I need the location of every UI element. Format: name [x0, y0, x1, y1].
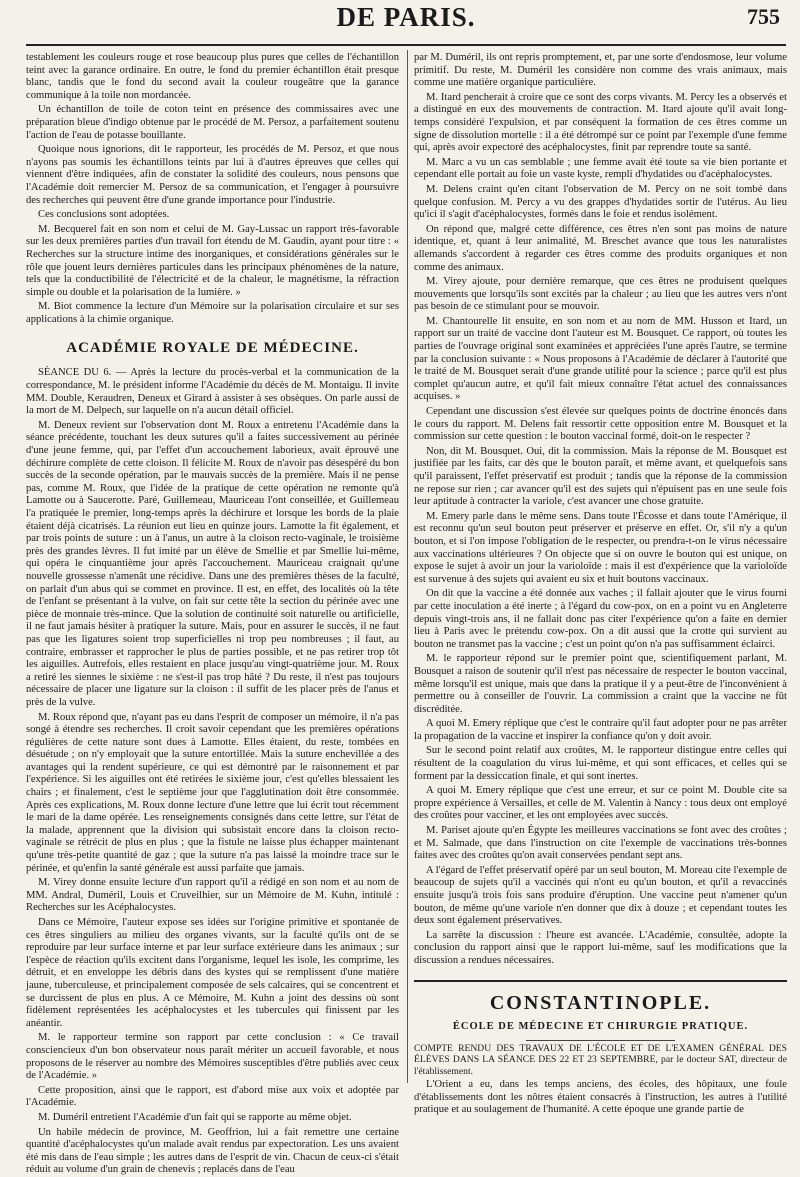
paragraph: L'Orient a eu, dans les temps anciens, des écoles, des hôpitaux, une foule d'établissements dont les nôtres étaient consacrés à l'instruction, les autres à l'utilité pratique et au soulagement de l'humanité. A cette époque une grande partie de — [414, 1079, 787, 1116]
paragraph: M. Biot commence la lecture d'un Mémoire sur la polarisation circulaire et sur ses applications à la chimie organique. — [26, 301, 399, 325]
paragraph: M. Emery parle dans le même sens. Dans toute l'Écosse et dans toute l'Amérique, il est reconnu qu'un seul bouton peut préserver et préserve en effet. Or, s'il n'y a qu'un bouton, et si l'on impose l'obligation de le respecter, ou prendra-t-on le virus nécessaire aux vaccinations ultérieures ? On objecte que si on ouvre le bouton qui est unique, on expose le sujet à avoir un jour la varioloïde : mais il est d'expérience que la varioloïde est survenue à des sujets qui avaient eu six et huit boutons vaccinaux. — [414, 510, 787, 585]
paragraph: par M. Duméril, ils ont repris promptement, et, par une sorte d'endosmose, leur volume primitif. Du reste, M. Duméril les considère non comme des vrais animaux, mais comme une matière organique particulière. — [414, 52, 787, 89]
paragraph: testablement les couleurs rouge et rose beaucoup plus pures que celles de l'échantillon teint avec la garance ordinaire. En outre, le fond du premier échantillon était presque blanc, tandis que le fond du second avait la couleur rougeâtre que la garance communique à la toile non mordancée. — [26, 52, 399, 101]
paragraph: On dit que la vaccine a été donnée aux vaches ; il fallait ajouter que le virus fourni par cette inoculation a été inerte ; à l'égard du cow-pox, on en a point vu en Angleterre depuis vingt-trois ans, il ne fallait donc pas citer l'expérience qu'on a faite en dernier lieu à Paris avec le prétendu cow-pox. On a dit aussi que la crotte qui survient au bouton ne transmet pas la vaccine ; c'est un point qu'on n'a pas suffisamment éclairci. — [414, 588, 787, 650]
paragraph: M. Chantourelle lit ensuite, en son nom et au nom de MM. Husson et Itard, un rapport sur un traité de vaccine dont l'auteur est M. Bousquet. Ce rapport, où toutes les parties de l'ouvrage original sont examinées et appréciées l'une après l'autre, se termine par la conclusion suivante : « Nous proposons à l'Académie de déclarer à l'autorité que le traité de M. Bousquet serait d'une grande utilité pour la science ; parce qu'il est plus complet qu'aucun autre, et qu'il fait mieux connaître l'état actuel des connaissances acquises. » — [414, 315, 787, 403]
paragraph: M. Delens craint qu'en citant l'observation de M. Percy on ne soit tombé dans quelque confusion. M. Percy a vu des grappes d'hydatides sortir de l'utérus. Au lieu qu'ici il s'agit d'acéphalocystes, formés dans le foie et rendus isolément. — [414, 183, 787, 221]
paragraph: M. Itard pencherait à croire que ce sont des corps vivants. M. Percy les a observés et a distingué en eux des mouvements de contraction. M. Itard ajoute qu'il avait long-temps considéré l'expulsion, et par conséquent la formation de ces êtres comme un signe de dissolution mortelle : il a été détrompé sur ce point par l'exemple d'une femme qui, après avoir expectoré des acéphalocystes, finit par reprendre toute sa santé. — [414, 91, 787, 154]
section-title-constantinople: CONSTANTINOPLE. — [489, 991, 712, 1014]
paragraph: Quoique nous ignorions, dit le rapporteur, les procédés de M. Persoz, et que nous n'ayons pas soumis les échantillons teints par lui à d'autres épreuves que celles qui viennent d'être indiquées, afin de constater la solidité des couleurs, nous pensons que l'Académie doit remercier M. Persoz de sa communication, et l'engager à poursuivre des recherches qui peuvent être d'une grande importance pour l'industrie. — [26, 144, 399, 206]
masthead-title: DE PARIS. — [336, 2, 476, 32]
section-subtitle: ÉCOLE DE MÉDECINE ET CHIRURGIE PRATIQUE. — [452, 1020, 749, 1032]
paragraph: Cependant une discussion s'est élevée sur quelques points de doctrine énoncés dans le cours du rapport. M. Delens fait ressortir cette opposition entre M. Bousquet et la commission sur cette question : le bouton vaccinal formé, doit-on le respecter ? — [414, 406, 787, 443]
paragraph: M. Marc a vu un cas semblable ; une femme avait été toute sa vie bien portante et cependant elle portait au foie un vaste kyste, rempli d'hydatides ou d'acéphalocystes. — [414, 156, 787, 181]
left-column — [26, 52, 399, 1176]
paragraph: Ces conclusions sont adoptées. — [38, 209, 170, 221]
paragraph: Non, dit M. Bousquet. Oui, dit la commission. Mais la réponse de M. Bousquet est justifiée par les faits, car dès que le bouton paraît, et même avant, et quelquefois sans qu'il paraissent, l'effet préservatif est produit ; tandis que la réponse de la commission ne repose sur rien ; car avancer qu'il est des sujets qui n'épuisent pas en une seule fois leur aptitude à contracter la variole, c'est avancer une chose gratuite. — [414, 445, 787, 508]
paragraph: M. Virey donne ensuite lecture d'un rapport qu'il a rédigé en son nom et au nom de MM. Andral, Duméril, Louis et Cruveilhier, sur un Mémoire de M. Kuhn, intitulé : Recherches sur les Acéphalocystes. — [26, 877, 399, 914]
page-number: 755 — [747, 4, 780, 29]
paragraph: Dans ce Mémoire, l'auteur expose ses idées sur l'origine primitive et spontanée de ces êtres singuliers au milieu des organes vivants, sur la faculté qu'ils ont de se reproduire par leur surface interne et par leur surface extérieure dans les animaux ; sur l'espèce de réaction qu'ils excitent dans l'organisme, lequel les isole, les comprime, les détruit, et en enveloppe les débris dans des kystes qui se remplissent d'une matière jaune, tuberculeuse, et principalement composée de sels calcaires, qui se concentrent et se durcissent de plus en plus. A ce Mémoire, M. Kuhn a joint des dessins où sont fidèlement représentées les acéphalocystes et les tubercules qui finissent par les anéantir. — [26, 917, 399, 1029]
paragraph: M. Virey ajoute, pour dernière remarque, que ces êtres ne produisent quelques mouvements que lorsqu'ils sont excités par la chaleur ; au lieu que les autres vers n'ont pas besoin de ce stimulant pour se mouvoir. — [414, 276, 787, 313]
compte-rendu-heading: COMPTE RENDU DES TRAVAUX DE L'ÉCOLE ET DE L'EXAMEN GÉNÉRAL DES ÉLÈVES DANS LA SÉANCE DES 22 ET 23 SEPTEMBRE, par le docteur SAT, directeur de l'établissement. — [414, 1042, 787, 1077]
paragraph: Un échantillon de toile de coton teint en présence des commissaires avec une préparation bleue d'indigo obtenue par le procédé de M. Persoz, a parfaitement soutenu l'action de l'eau de potasse bouillante. — [26, 104, 399, 141]
paragraph: A quoi M. Emery réplique que c'est le contraire qu'il faut adopter pour ne pas arrêter la propagation de la vaccine et inspirer la confiance qu'on y doit avoir. — [414, 718, 787, 742]
paragraph: SÉANCE DU 6. — Après la lecture du procès-verbal et la communication de la correspondance, M. le président informe l'Académie du décès de M. Montaigu. Il invite MM. Double, Keraudren, Deneux et Girard à assister à ses obsèques. On parle aussi de la mort de M. Delpech, sur laquelle on n'a aucun détail officiel. — [26, 367, 399, 417]
paragraph: M. Pariset ajoute qu'en Égypte les meilleures vaccinations se font avec des croûtes ; et M. Salmade, que dans l'instruction on cite l'exemple de vaccinations très-bonnes faites avec des croûtes qu'on avait conservées pendant sept ans. — [414, 825, 787, 862]
page-header — [26, 0, 786, 46]
paragraph: Un habile médecin de province, M. Geoffrion, lui a fait remettre une certaine quantité d'acéphalocystes qu'un malade avait rendus par expectoration. Les uns avaient été mis dans de l'eau simple ; les autres dans de l'esprit de vin. Chacun de ceux-ci s'était réduit au volume d'un grain de chenevis ; replacés dans de l'eau — [26, 1126, 399, 1176]
paragraph: M. Roux répond que, n'ayant pas eu dans l'esprit de composer un mémoire, il n'a pas songé à étendre ses recherches. Il croit savoir cependant que les premières opérations régulières de cette nature sont dues à Lamotte. Elles étaient, du reste, tombées en désuétude ; on n'y employait que la suture entortillée. Mais la suture enchevillée a des avantages qui la rendent supérieure, ce qui est démontré par le raisonnement et par l'expérience. Si les aiguilles ont été retirées le sixième jour, c'est qu'elles blessaient les chairs ; et finalement, c'est le septième jour que l'agglutination doit être consommée. Après ces explications, M. Roux donne lecture d'une lettre que lui écrit tout récemment le mari de la dame opérée. Les renseignements consignés dans cette lettre, sur l'état de la malade, apprennent que la division qui subsistait encore dans la cloison recto-vaginale se rétrécit de plus en plus ; que la fistule ne laisse plus échapper maintenant qu'une très-petite quantité de gaz ; que la suture n'a pas laissé la moindre trace sur le périnée, et qu'enfin la santé générale est aussi parfaite que jamais. — [26, 711, 399, 874]
column-divider — [407, 50, 408, 1083]
constantinople-section — [414, 980, 787, 1117]
divider — [526, 1040, 675, 1041]
columns — [26, 46, 787, 1176]
paragraph: A quoi M. Emery réplique que c'est une erreur, et sur ce point M. Double cite sa propre expérience à Versailles, et celle de M. Valentin à Nancy : tous deux ont employé des croûtes pour vacciner, et les ont employées avec succès. — [414, 785, 787, 822]
paragraph: Sur le second point relatif aux croûtes, M. le rapporteur distingue entre celles qui résultent de la coagulation du virus lui-même, et qui sont efficaces, et celles qui se forment par la dessiccation finale, et qui sont inertes. — [414, 745, 787, 782]
paragraph: M. Deneux revient sur l'observation dont M. Roux a entretenu l'Académie dans la séance précédente, touchant les deux sutures qu'il a faites successivement au périnée d'une jeune femme, qui, par l'effet d'un accouchement laborieux, avait éprouvé une déchirure complète de cette cloison. Il félicite M. Roux de n'avoir pas désespéré du bon succès de la seconde opération, par le mauvais succès de la première. Mais il ne pense pas, comme M. Roux, que l'idée de la pratique de cette opération ne remonte qu'à Lamotte ou à Saucerotte. Paré, Guillemeau, Mauriceau l'ont conseillée, et Guillemeau l'a pratiquée le premier, long-temps après la déchirure et lorsque les bords de la plaie étaient déjà cicatrisés. La réunion eut lieu en quinze jours. Lamotte la fit également, et par trois points de suture : un à l'anus, un autre à la cloison recto-vaginale, le troisième près des grandes lèvres. Il fut imité par un élève de Smellie et par Smellie lui-même, qui opéra le cinquantième jour après l'accouchement. Mauriceau craignait qu'une nouvelle grossesse n'amenât une récidive. Dans une des premières thèses de la faculté, on parlait d'un abus qui se commet en province. Il est, en effet, des localités où la tête de l'enfant se présentant à la vulve, on fait sur cette tête la section du périnée avec une pièce de monnaie très-mince. Que la solution de continuité soit naturelle ou artificielle, il ne faut jamais hésiter à pratiquer la suture. Mais, pour en assurer le succès, il ne faut pas que les ligatures soient trop superficielles ni trop peu nombreuses ; il faut, au contraire, embrasser et rapprocher le plus de parties possible, et ne pas retirer trop tôt les aiguilles. Autrefois, elles restaient en place jusqu'au vingt-quatrième jour. M. Roux a retiré les siennes le sixième : ne s'est-il pas trop hâté ? Du reste, il n'est pas toujours nécessaire de placer une ligature sur la cloison : il suffit de les placer près de l'anus et près de la vulve. — [26, 419, 399, 708]
paragraph: La sarrête la discussion : l'heure est avancée. L'Académie, consultée, adopte la conclusion du rapport ainsi que le rapport lui-même, sauf les modifications que la discussion a rendues nécessaires. — [414, 929, 787, 966]
paragraph: Cette proposition, ainsi que le rapport, est d'abord mise aux voix et adoptée par l'Académie. — [26, 1084, 399, 1109]
section-title-academie: ACADÉMIE ROYALE DE MÉDECINE. — [66, 340, 359, 357]
paragraph: A l'égard de l'effet préservatif opéré par un seul bouton, M. Moreau cite l'exemple de beaucoup de sujets qu'il a vaccinés qui n'ont eu qu'un bouton, et qu'il a revaccinés ensuite jusqu'à trois fois sans produire d'éruption. Une vaccine peut n'amener qu'un bouton, de même qu'une variole n'en donner que dix à douze ; et cependant toutes les deux sont également préservatives. — [414, 864, 787, 927]
paragraph: M. Becquerel fait en son nom et celui de M. Gay-Lussac un rapport très-favorable sur les deux premières parties d'un travail fort étendu de M. Gaudin, ayant pour titre : « Recherches sur la structure intime des inorganiques, et considérations générales sur le rôle que jouent leurs dernières particules dans les principaux phénomènes de la nature, tels que la conductibilité de l'électricité et de la chaleur, le magnétisme, la réfraction simple ou double et la polarisation de la lumière. » — [26, 223, 399, 298]
right-column — [414, 52, 787, 1116]
paragraph: M. le rapporteur termine son rapport par cette conclusion : « Ce travail consciencieux d'un bon observateur nous paraît mériter un accueil favorable, et nous proposons de le réserver au nombre des Mémoires susceptibles d'être publiés avec ceux de l'Académie. » — [26, 1032, 399, 1082]
paragraph: M. le rapporteur répond sur le premier point que, scientifiquement parlant, M. Bousquet a raison de soutenir qu'il n'est pas nécessaire de respecter le bouton vaccinal, même lorsqu'il est unique, mais que dans la pratique il y a peut-être de l'inconvénient à permettre ou à conseiller de l'ouvrir. La commission a craint que la vaccine ne fût discréditée. — [414, 653, 787, 715]
paragraph: On répond que, malgré cette différence, ces êtres n'en sont pas moins de nature identique, et, quant à leur animalité, M. Breschet avance que tous les naturalistes allemands s'accordent à regarder ces êtres comme des produits organiques et non comme des animaux. — [414, 223, 787, 273]
paragraph: M. Duméril entretient l'Académie d'un fait qui se rapporte au même objet. — [38, 1111, 352, 1123]
